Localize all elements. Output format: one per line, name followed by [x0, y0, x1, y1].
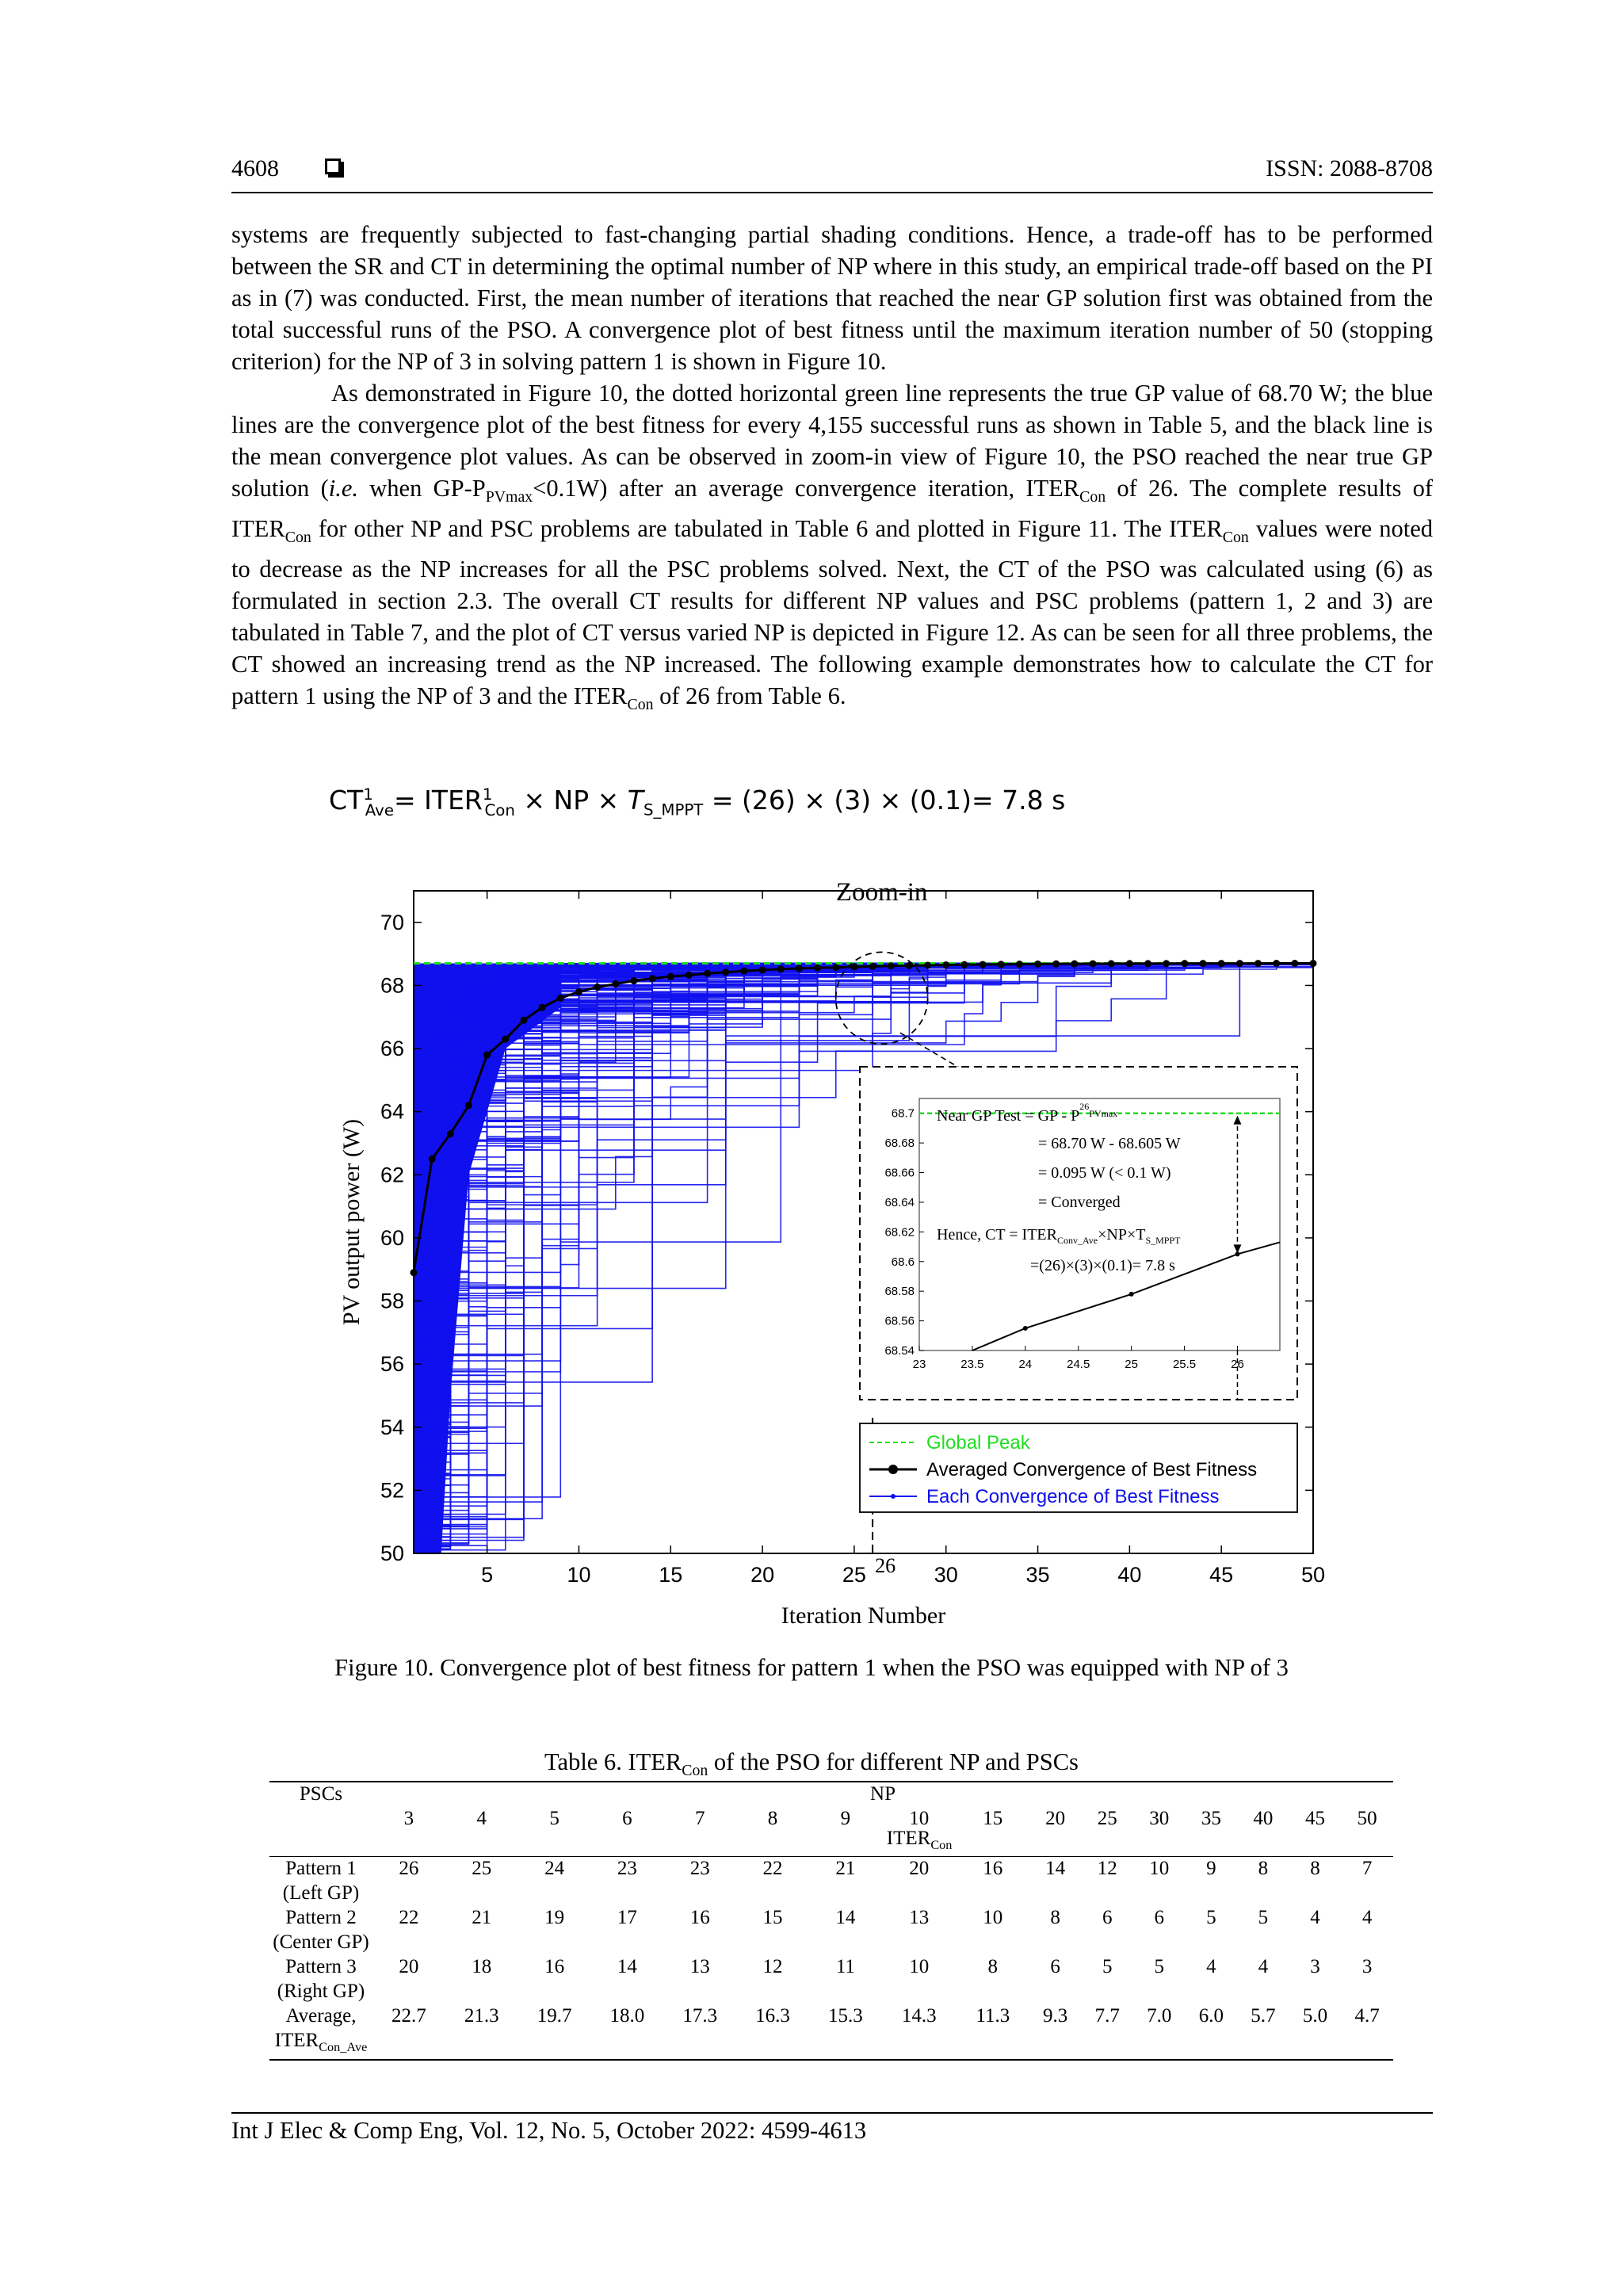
- y-axis-label: PV output power (W): [338, 1118, 365, 1326]
- averaged-point: [557, 995, 564, 1002]
- table-row: [269, 2004, 1393, 2029]
- y-tick-label: 64: [380, 1099, 404, 1124]
- table-cell: 14: [1029, 1857, 1082, 1882]
- averaged-point: [429, 1156, 436, 1163]
- header-rule: [231, 192, 1433, 193]
- checkbox-icon: [325, 159, 341, 174]
- table-cell: 17: [617, 1907, 637, 1928]
- table-cell: 6: [1102, 1907, 1113, 1928]
- table-cell: 22: [399, 1907, 419, 1928]
- table-cell: 5: [1258, 1907, 1269, 1928]
- averaged-point: [649, 975, 656, 982]
- inset-y-tick-label: 68.6: [891, 1255, 915, 1269]
- table-cell: 12: [762, 1956, 783, 1977]
- averaged-point: [685, 972, 693, 979]
- legend-label: Each Convergence of Best Fitness: [926, 1486, 1220, 1507]
- iter-table: [269, 1781, 1393, 2061]
- averaged-point: [520, 1017, 527, 1024]
- inset-x-tick-label: 25.5: [1172, 1358, 1197, 1371]
- averaged-point: [960, 961, 968, 968]
- x-tick-label: 30: [934, 1563, 958, 1587]
- table-cell: 25: [445, 1857, 518, 1882]
- inset-averaged-point: [1129, 1292, 1134, 1297]
- inset-y-tick-label: 68.62: [884, 1225, 915, 1240]
- table-cell: 8: [1237, 1857, 1289, 1882]
- table-cell: 5.7: [1251, 2005, 1276, 2027]
- inset-x-tick-label: 23: [912, 1358, 926, 1371]
- body-text: [231, 219, 1433, 720]
- table-row: [269, 1955, 1393, 1980]
- np-value: 4: [476, 1808, 487, 1829]
- iteration-marker-label: 26: [875, 1554, 896, 1577]
- averaged-point: [1200, 960, 1207, 967]
- np-value: 9: [840, 1808, 851, 1829]
- y-tick-label: 54: [380, 1415, 404, 1439]
- table-cell: 5: [1206, 1907, 1216, 1928]
- row-label: Pattern 1: [269, 1857, 372, 1882]
- table-cell: 23: [663, 1857, 736, 1882]
- paragraph-2-part: As demonstrated in Figure 10, the dotted horizontal green line represents the true GP value of 68.70 W; the blue lines are the convergence plot of the best fitness for every 4,155 successful runs as shown in Table 5, and the black line is the mean convergence plot values. As can be observed in zoom-in view of Figure 10, the PSO reached the near true GP solution (i.e. when $GP-P_{PVmax}<0.1W$) after an average convergence iteration, $ITER_{Con}$ of 26. The complete results of $ITER_{Con}$ for other NP and PSC problems are tabulated in Table 6 and plotted in Figure 11. The $ITER_{Con}$ values were noted to decrease as the NP increases for all the PSC problems solved. Next, the CT of the PSO was calculated using (6) as formulated in section 2.3. The overall CT results for different NP values and PSC problems (pattern 1, 2 and 3) are tabulated in Table 7, and the plot of CT versus varied NP is depicted in Figure 12. As can be seen for all three problems, the CT showed an increasing trend as the NP increased. The following example demonstrates how to calculate the CT for pattern 1 using the NP of 3 and the $ITER_{Con}$ of 26 from Table 6.: [231, 380, 1434, 714]
- inset-x-tick-label: 24: [1018, 1358, 1033, 1371]
- table-cell: 7: [1341, 1857, 1393, 1882]
- np-value: 45: [1305, 1808, 1325, 1829]
- table-cell: 16: [689, 1907, 710, 1928]
- table-cell: 13: [909, 1907, 930, 1928]
- averaged-point: [1163, 960, 1170, 967]
- table-cell: 5: [1102, 1956, 1113, 1977]
- table-cell: 10: [983, 1907, 1003, 1928]
- averaged-point: [832, 964, 839, 971]
- inset-x-tick-label: 24.5: [1067, 1358, 1090, 1371]
- averaged-point: [998, 961, 1005, 968]
- table-cell: 21: [809, 1857, 882, 1882]
- averaged-point: [796, 965, 803, 972]
- table-cell: 6: [1050, 1956, 1060, 1977]
- y-tick-label: 66: [380, 1037, 404, 1061]
- averaged-point: [1144, 960, 1151, 967]
- averaged-point: [1273, 960, 1280, 967]
- inset-x-tick-label: 23.5: [960, 1358, 984, 1371]
- averaged-point: [1218, 960, 1225, 967]
- row-sublabel: (Center GP): [273, 1931, 369, 1953]
- iter-header: $ITER_{Con}$: [886, 1828, 953, 1852]
- inset-text-line6: =(26)×(3)×(0.1)= 7.8 s: [1030, 1257, 1175, 1274]
- x-tick-label: 25: [842, 1563, 866, 1587]
- convergence-chart: [337, 878, 1327, 1639]
- averaged-point: [1126, 960, 1133, 967]
- inset-y-tick-label: 68.66: [884, 1166, 915, 1180]
- averaged-point: [465, 1102, 472, 1109]
- row-sublabel: (Left GP): [282, 1882, 360, 1904]
- table-cell: 20: [399, 1956, 419, 1977]
- y-tick-label: 60: [380, 1225, 404, 1250]
- averaged-point: [924, 961, 931, 968]
- table-cell: 23: [590, 1857, 663, 1882]
- averaged-point: [1254, 960, 1262, 967]
- table-cell: 14: [617, 1956, 637, 1977]
- iter-header-row: [269, 1832, 1393, 1857]
- np-value: 35: [1201, 1808, 1221, 1829]
- table-cell: 22.7: [391, 2005, 426, 2027]
- table-cell: 16: [544, 1956, 565, 1977]
- table-cell: 11.3: [976, 2005, 1010, 2027]
- table-cell: 11: [835, 1956, 855, 1977]
- averaged-point: [1034, 961, 1041, 968]
- table-cell: 21: [472, 1907, 492, 1928]
- page-number: 4608: [231, 155, 279, 181]
- table-cell: 15: [762, 1907, 783, 1928]
- averaged-point: [777, 965, 785, 972]
- table-cell: 21.3: [464, 2005, 499, 2027]
- table-cell: 12: [1081, 1857, 1133, 1882]
- x-tick-label: 50: [1300, 1563, 1326, 1587]
- inset-x-tick-label: 25: [1125, 1358, 1138, 1371]
- table-cell: 4.7: [1354, 2005, 1380, 2027]
- inset-y-tick-label: 68.64: [884, 1195, 915, 1209]
- averaged-point: [667, 973, 674, 980]
- table-row-sub: [269, 1980, 1393, 2004]
- figure-10: [337, 878, 1327, 1643]
- averaged-point: [1310, 960, 1317, 967]
- y-tick-label: 52: [380, 1478, 404, 1503]
- np-value: 8: [767, 1808, 778, 1829]
- table-cell: 14.3: [901, 2005, 937, 2027]
- averaged-point: [722, 968, 729, 976]
- table-cell: 4: [1310, 1907, 1320, 1928]
- table-cell: 10: [909, 1956, 930, 1977]
- footer-rule: [231, 2112, 1433, 2114]
- y-tick-label: 56: [380, 1352, 404, 1377]
- averaged-point: [814, 965, 821, 972]
- inset-text-line4: = Converged: [1038, 1194, 1121, 1211]
- np-header: NP: [372, 1782, 1393, 1807]
- row-label: Pattern 2: [285, 1907, 357, 1928]
- averaged-point: [1236, 960, 1243, 967]
- averaged-point: [740, 968, 747, 975]
- zoom-label: Zoom-in: [835, 878, 928, 907]
- averaged-point: [888, 962, 895, 969]
- y-tick-label: 50: [380, 1541, 404, 1565]
- issn-label: ISSN: 2088-8708: [1266, 155, 1433, 181]
- np-value: 15: [983, 1808, 1003, 1829]
- table-cell: 5.0: [1302, 2005, 1328, 2027]
- page-header: [231, 155, 1433, 189]
- averaged-point: [612, 980, 619, 988]
- x-tick-label: 35: [1025, 1563, 1050, 1587]
- table-cell: 9.3: [1042, 2005, 1068, 2027]
- x-tick-label: 10: [567, 1563, 591, 1587]
- legend-marker: [888, 1465, 898, 1474]
- x-axis-label: Iteration Number: [781, 1603, 946, 1629]
- averaged-point: [1071, 961, 1078, 968]
- paragraph-1: systems are frequently subjected to fast-changing partial shading conditions. Hence, a trade-off has to be performed between the SR and CT in determining the optimal number of NP where in this study, an empirical trade-off based on the PI as in (7) was conducted. First, the mean number of iterations that reached the near GP solution first was obtained from the total successful runs of the PSO. A convergence plot of best fitness until the maximum iteration number of 50 (stopping criterion) for the NP of 3 in solving pattern 1 is shown in Figure 10.: [231, 221, 1433, 375]
- np-value: 7: [694, 1808, 705, 1829]
- averaged-point: [411, 1269, 418, 1276]
- table-cell: 18: [472, 1956, 492, 1977]
- inset-y-tick-label: 68.7: [891, 1106, 915, 1121]
- averaged-point: [1016, 961, 1023, 968]
- averaged-point: [942, 961, 949, 968]
- table-title: [0, 1748, 1623, 1780]
- table-cell: 17.3: [682, 2005, 718, 2027]
- inset-text-line1: Near GP Test = GP - $P^{26}_{PVmax}$: [937, 1101, 1118, 1125]
- np-value: 3: [403, 1808, 414, 1829]
- averaged-point: [447, 1130, 454, 1137]
- page-footer: Int J Elec & Comp Eng, Vol. 12, No. 5, October 2022: 4599-4613: [231, 2117, 867, 2144]
- np-values-row: [269, 1807, 1393, 1832]
- table-cell: 7.7: [1094, 2005, 1120, 2027]
- averaged-point: [539, 1004, 546, 1011]
- np-value: 20: [1045, 1808, 1066, 1829]
- table-cell: 19: [544, 1907, 565, 1928]
- table-cell: 10: [1133, 1857, 1186, 1882]
- y-tick-label: 58: [380, 1289, 404, 1313]
- table-cell: 4: [1258, 1956, 1269, 1977]
- inset-y-tick-label: 68.58: [884, 1285, 915, 1299]
- row-label: Pattern 3: [285, 1956, 357, 1977]
- x-tick-label: 20: [750, 1563, 775, 1587]
- table-cell: 14: [835, 1907, 856, 1928]
- table-title-main: Table 6. ITER: [544, 1748, 682, 1775]
- table-cell: 24: [518, 1857, 591, 1882]
- averaged-point: [704, 970, 711, 977]
- averaged-point: [575, 988, 582, 995]
- table-row: [269, 1906, 1393, 1931]
- table-cell: 13: [689, 1956, 710, 1977]
- table-cell: 3: [1361, 1956, 1373, 1977]
- x-tick-label: 40: [1117, 1563, 1142, 1587]
- table-row-sub: [269, 2029, 1393, 2060]
- table-cell: 8: [987, 1956, 999, 1977]
- inset-text-line2: = 68.70 W - 68.605 W: [1038, 1135, 1181, 1152]
- equation-ct: $CT^1_{Ave}=$ $ITER^1_{Con}$ × NP × $T_{S\_MPPT} = (26) \times (3) \times (0.1)= 7.8$ s: [329, 785, 1066, 819]
- table-cell: 20: [882, 1857, 957, 1882]
- legend-marker: [891, 1494, 896, 1499]
- x-tick-label: 5: [481, 1563, 494, 1587]
- np-value: 5: [549, 1808, 559, 1829]
- psc-header: PSCs: [269, 1782, 372, 1807]
- inset-y-tick-label: 68.54: [884, 1344, 915, 1358]
- legend-label: Global Peak: [926, 1432, 1030, 1454]
- row-sublabel: (Right GP): [277, 1981, 365, 2002]
- table-cell: 16.3: [755, 2005, 790, 2027]
- paragraph-2: [231, 377, 1433, 720]
- table-row: [269, 1857, 1393, 1882]
- table-cell: 3: [1310, 1956, 1320, 1977]
- table-cell: 15.3: [828, 2005, 863, 2027]
- table-title-rest: of the PSO for different NP and PSCs: [708, 1748, 1079, 1775]
- averaged-point: [483, 1052, 491, 1059]
- averaged-point: [630, 977, 637, 984]
- table-cell: 6: [1154, 1907, 1165, 1928]
- averaged-point: [759, 966, 766, 973]
- table-title-sub: Con: [682, 1762, 708, 1780]
- row-label: Average,: [285, 2005, 357, 2027]
- table-cell: 6.0: [1198, 2005, 1224, 2027]
- table-cell: 16: [957, 1857, 1029, 1882]
- table-cell: 4: [1206, 1956, 1216, 1977]
- y-tick-label: 62: [380, 1163, 404, 1187]
- figure-caption: Figure 10. Convergence plot of best fitness for pattern 1 when the PSO was equipped with NP of 3: [334, 1654, 1289, 1681]
- table-cell: 26: [372, 1857, 445, 1882]
- x-tick-label: 15: [659, 1563, 683, 1587]
- np-value: 25: [1097, 1808, 1117, 1829]
- row-sublabel: $ITER_{Con\_Ave}$: [269, 2029, 372, 2060]
- table-cell: 4: [1361, 1907, 1373, 1928]
- averaged-point: [1052, 961, 1060, 968]
- averaged-point: [869, 963, 876, 970]
- table-cell: 5: [1154, 1956, 1165, 1977]
- y-tick-label: 70: [380, 910, 404, 934]
- np-value: 30: [1149, 1808, 1170, 1829]
- np-value: 50: [1357, 1808, 1377, 1829]
- table-cell: 7.0: [1147, 2005, 1172, 2027]
- np-value: 10: [909, 1808, 930, 1829]
- np-value: 6: [622, 1808, 632, 1829]
- averaged-point: [906, 962, 913, 969]
- table-cell: 8: [1050, 1907, 1060, 1928]
- y-tick-label: 68: [380, 973, 404, 998]
- averaged-point: [850, 963, 857, 970]
- averaged-point: [594, 984, 601, 991]
- inset-text-line3: = 0.095 W (< 0.1 W): [1038, 1164, 1171, 1182]
- table-cell: 22: [736, 1857, 809, 1882]
- averaged-point: [1181, 960, 1188, 967]
- table-cell: 18.0: [609, 2005, 645, 2027]
- averaged-point: [502, 1036, 509, 1043]
- averaged-point: [1090, 960, 1097, 967]
- table-row-sub: [269, 1881, 1393, 1906]
- table-cell: 8: [1289, 1857, 1342, 1882]
- legend-label: Averaged Convergence of Best Fitness: [926, 1459, 1258, 1480]
- inset-text-line5: Hence, CT = $ITER_{Conv\_Ave}\times NP\times T_{S\_MPPT}$: [937, 1226, 1181, 1246]
- table-header-row: [269, 1782, 1393, 1807]
- table-cell: 9: [1186, 1857, 1238, 1882]
- x-tick-label: 45: [1209, 1563, 1234, 1587]
- inset-x-tick-label: 26: [1231, 1358, 1244, 1371]
- averaged-point: [1108, 960, 1115, 967]
- averaged-point: [980, 961, 987, 968]
- table-cell: 19.7: [537, 2005, 572, 2027]
- inset-averaged-point: [1023, 1326, 1028, 1331]
- averaged-point: [1291, 960, 1298, 967]
- np-value: 40: [1253, 1808, 1274, 1829]
- table-row-sub: [269, 1931, 1393, 1955]
- inset-y-tick-label: 68.68: [884, 1137, 915, 1151]
- inset-y-tick-label: 68.56: [884, 1314, 915, 1328]
